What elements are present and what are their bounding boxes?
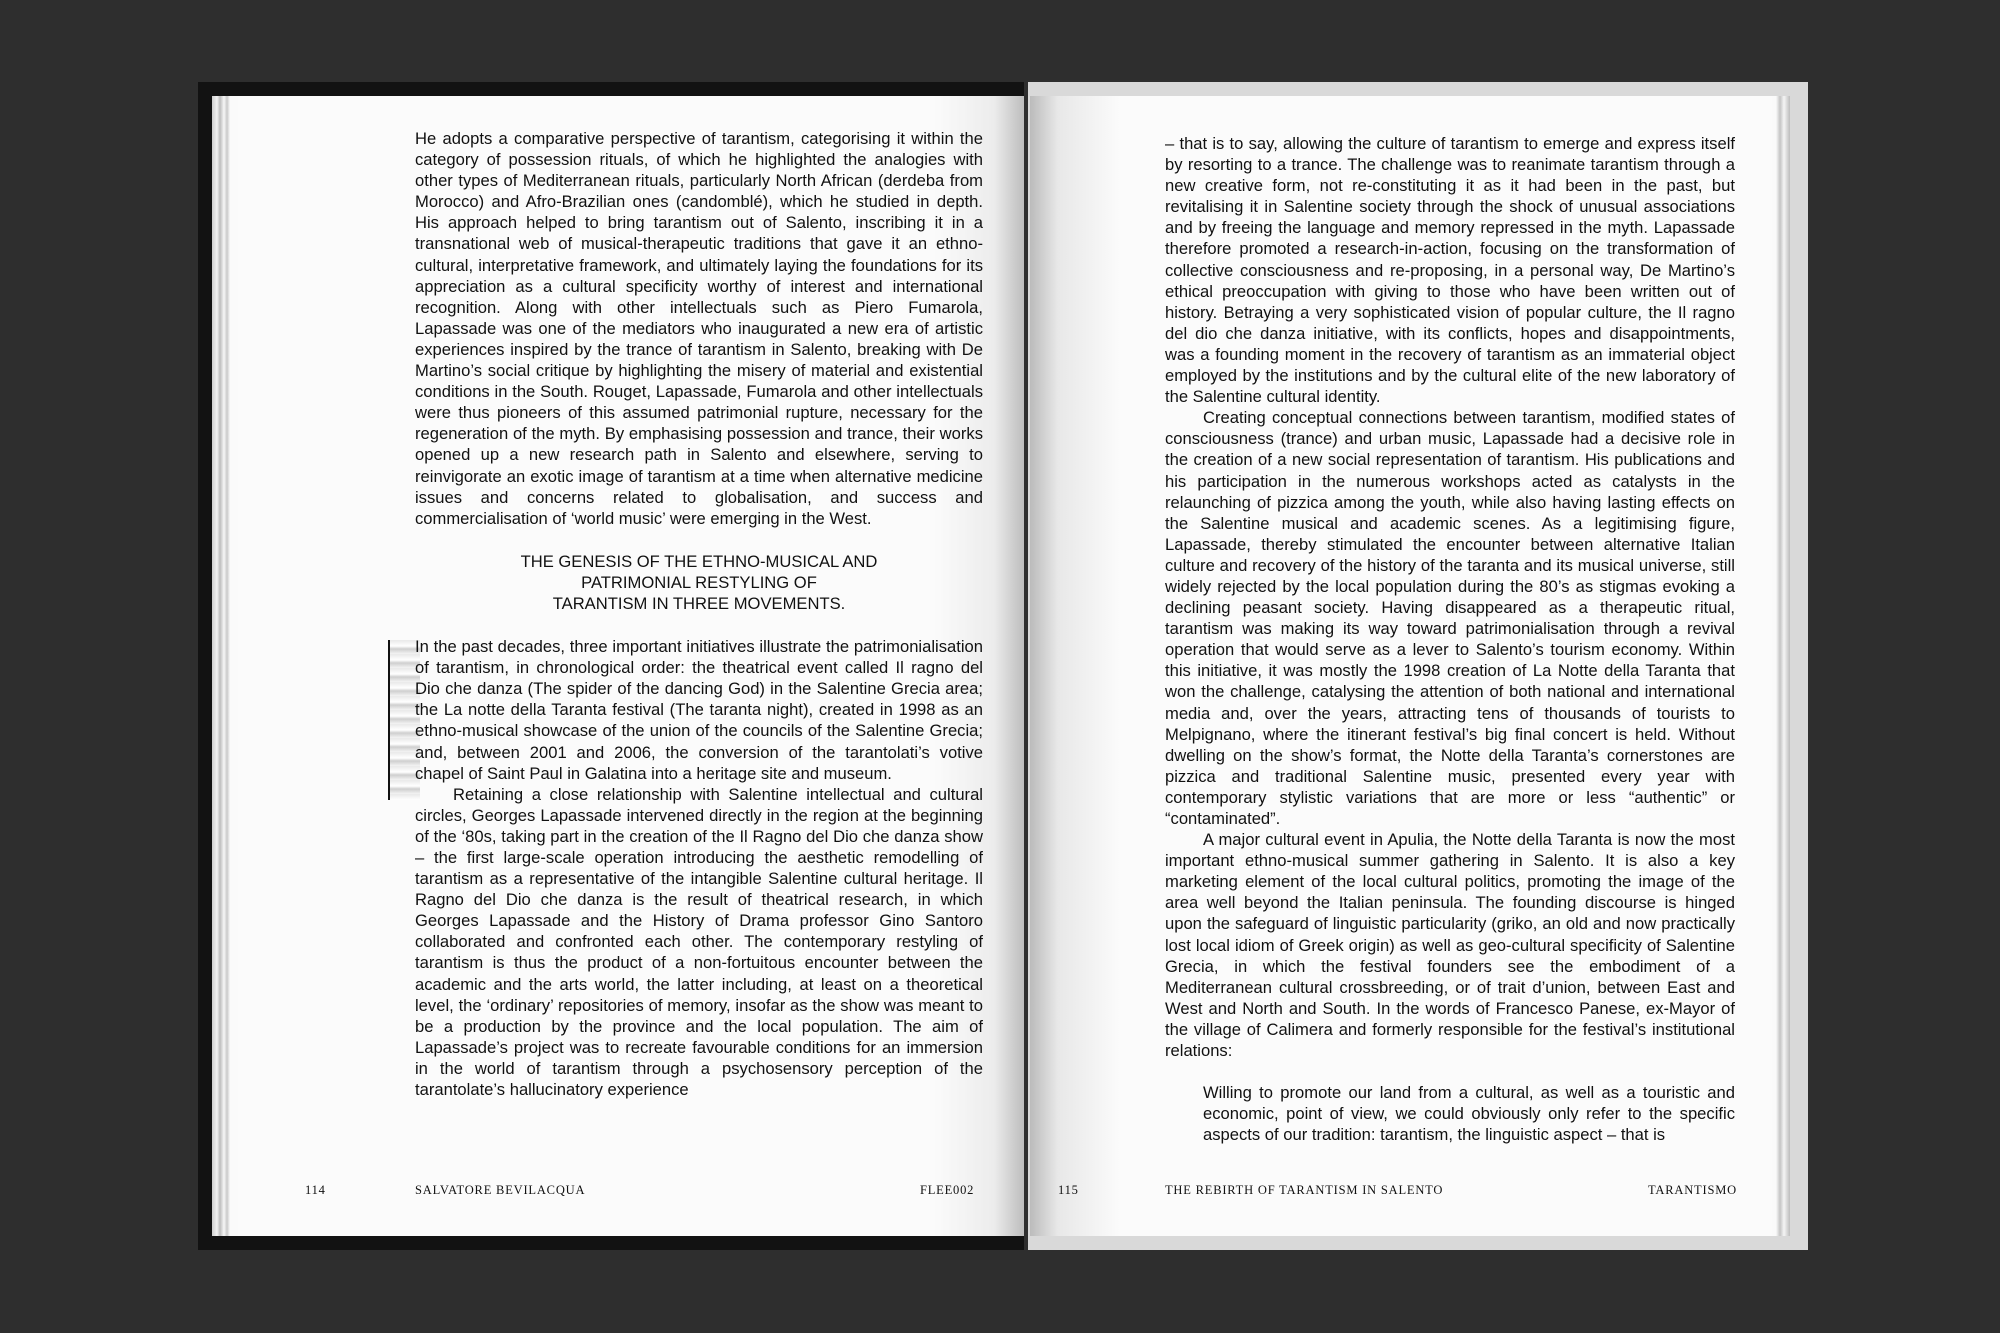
left-running-code: FLEE002 [920,1183,975,1197]
section-heading [415,551,983,614]
left-paragraph-1: He adopts a comparative perspective of tarantism, categorising it within the category of possession rituals, of which he highlighted the analogies with other types of Mediterranean rituals, particularly North African (derdeba from Morocco) and Afro-Brazilian ones (candomblé), which he studied in depth. His approach helped to bring tarantism out of Salento, inscribing it in a transnational web of musical-therapeutic traditions that gave it an ethno-cultural, interpretative framework, and ultimately laying the foundations for its appreciation as a cultural specificity worthy of interest and international recognition. Along with other intellectuals such as Piero Fumarola, Lapassade was one of the mediators who inaugurated a new era of artistic experiences inspired by the trance of tarantism in Salento, breaking with De Martino’s social critique by highlighting the misery of material and existential conditions in the South. Rouget, Lapassade, Fumarola and other intellectuals were thus pioneers of this assumed patrimonial rupture, necessary for the regeneration of the myth. By emphasising possession and trance, their works opened up a new research path in Salento and elsewhere, serving to reinvigorate an exotic image of tarantism at a time when alternative medicine issues and concerns related to globalisation, and success and commercialisation of ‘world music’ were emerging in the West. [415,129,983,528]
left-running-author: SALVATORE BEVILACQUA [415,1183,586,1197]
left-page-text [415,128,983,1100]
right-page-text [1165,133,1735,1145]
left-paragraph-3: Retaining a close relationship with Salentine intellectual and cultural circles, Georges Lapassade intervened directly in the region at the beginning of the ‘80s, taking part in the creation of the Il Ragno del Dio che danza show – the first large-scale operation introducing the aesthetic remodelling of tarantism as a representative of the intangible Salentine cultural heritage. Il Ragno del Dio che danza is the result of theatrical research, in which Georges Lapassade and the History of Drama professor Gino Santoro collaborated and confronted each other. The contemporary restyling of tarantism is thus the product of a non-fortuitous encounter between the academic and the arts world, the latter including, at least on a theoretical level, the ‘ordinary’ repositories of memory, insofar as the show was meant to be a production by the province and the local population. The aim of Lapassade’s project was to recreate favourable conditions for an immersion in the world of tarantism through a psychosensory perception of the tarantolate’s hallucinatory experience [415,784,983,1100]
left-paragraph-2: In the past decades, three important initiatives illustrate the patrimonialisation of tarantism, in chronological order: the theatrical event called Il ragno del Dio che danza (The spider of the dancing God) in the Salentine Grecia area; the La notte della Taranta festival (The taranta night), created in 1998 as an ethno-musical showcase of the union of the councils of the Salentine Grecia; and, between 2001 and 2006, the conversion of the tarantolati’s votive chapel of Saint Paul in Galatina into a heritage site and museum. [415,637,983,783]
right-running-title: THE REBIRTH OF TARANTISM IN SALENTO [1165,1183,1444,1197]
right-page-number: 115 [1058,1183,1079,1197]
block-quote: Willing to promote our land from a cultural, as well as a touristic and economic, point of view, we could obviously only refer to the specific aspects of our tradition: tarantism, the linguistic aspect – that is [1203,1083,1735,1145]
section-heading-line-2: PATRIMONIAL RESTYLING OF [581,572,817,592]
right-running-series: TARANTISMO [1648,1183,1737,1197]
right-paragraph-1: – that is to say, allowing the culture of tarantism to emerge and express itself by resorting to a trance. The challenge was to reanimate tarantism through a new creative form, not re-constituting it as it had been in the past, but revitalising it in Salentine society through the shock of unusual associations and by freeing the language and memory repressed in the myth. Lapassade therefore promoted a research-in-action, focusing on the transformation of collective consciousness and re-proposing, in a personal way, De Martino’s ethical preoccupation with giving to those who have been written out of history. Betraying a very sophisticated vision of popular culture, the Il ragno del dio che danza initiative, with its conflicts, hopes and disappointments, was a founding moment in the recovery of tarantism as an immaterial object employed by the institutions and by the cultural elite of the new laboratory of the Salentine cultural identity. [1165,134,1735,407]
section-heading-line-1: THE GENESIS OF THE ETHNO-MUSICAL AND [520,551,878,571]
right-paragraph-2: Creating conceptual connections between tarantism, modified states of consciousness (trance) and urban music, Lapassade had a decisive role in the creation of a new social representation of tarantism. His publications and his participation in the numerous workshops acted as catalysts in the relaunching of pizzica among the youth, while also having lasting effects on the Salentine musical and academic scenes. As a legitimising figure, Lapassade, thereby stimulated the encounter between alternative Italian culture and recovery of the history of the taranta and its musical universe, still widely rejected by the local population during the 80’s as stigmas evoking a declining peasant society. Having disappeared as a therapeutic ritual, tarantism was making its way toward patrimonialisation through a revival operation that would serve as a lever to Salento’s tourism economy. Within this initiative, it was mostly the 1998 creation of La Notte della Taranta that won the challenge, catalysing the attention of both national and international media and, over the years, attracting tens of thousands of tourists to Melpignano, where the itinerant festival’s big final concert is held. Without dwelling on the show’s format, the Notte della Taranta’s cornerstones are pizzica and traditional Salentine music, presented every year with contemporary stylistic variations that are more or less “authentic” or “contaminated”. [1165,408,1735,828]
right-paragraph-3: A major cultural event in Apulia, the Notte della Taranta is now the most important ethno-musical summer gathering in Salento. It is also a key marketing element of the local cultural politics, promoting the image of the area well beyond the Italian peninsula. The founding discourse is hinged upon the safeguard of linguistic particularity (griko, an old and now practically lost local idiom of Greek origin) as well as geo-cultural specificity of Salentine Grecia, in which the festival founders see the embodiment of a Mediterranean cultural crossbreeding, or of trait d’union, between East and West and North and South. In the words of Francesco Panese, ex-Mayor of the village of Calimera and formerly responsible for the festival’s institutional relations: [1165,830,1735,1061]
section-heading-line-3: TARANTISM IN THREE MOVEMENTS. [552,593,846,613]
left-page-number: 114 [305,1183,326,1197]
